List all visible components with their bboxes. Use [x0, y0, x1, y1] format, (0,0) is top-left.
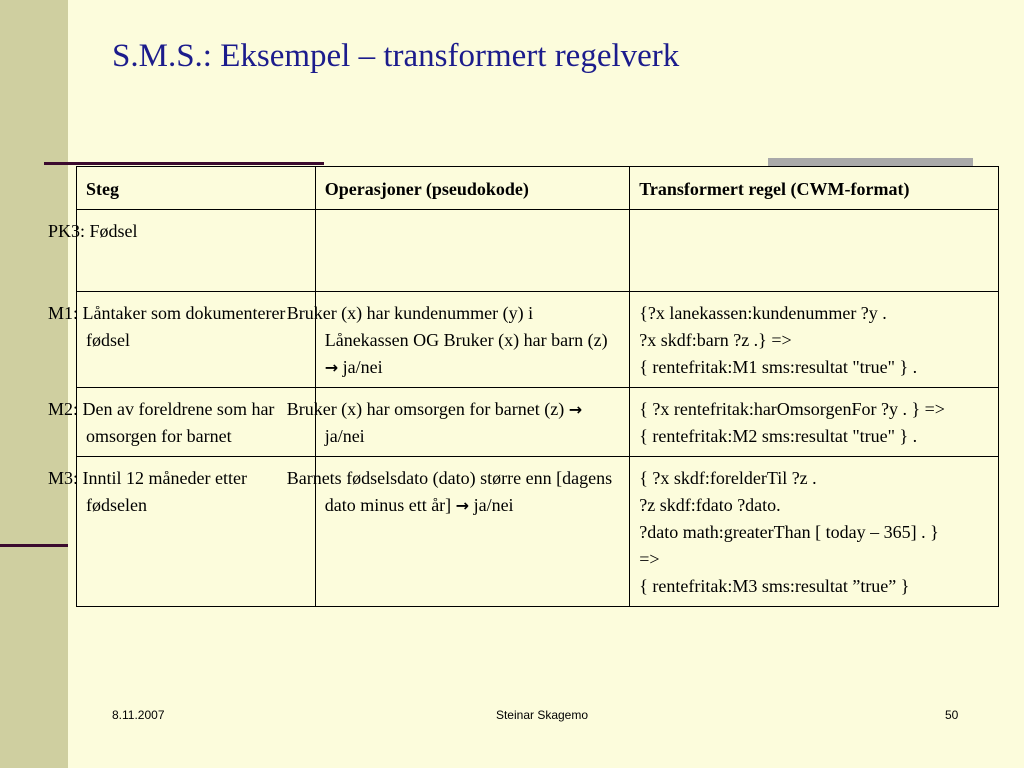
operasjoner-result: ja/nei: [324, 426, 365, 446]
cell-regel: [630, 457, 999, 607]
cell-regel: [630, 292, 999, 388]
top-divider-line: [44, 162, 324, 165]
regel-line: { rentefritak:M3 sms:resultat ”true” }: [639, 576, 910, 596]
slide-title: S.M.S.: Eksempel – transformert regelverk: [112, 38, 680, 74]
regel-line: ?z skdf:fdato ?dato.: [639, 495, 781, 515]
regel-line: { ?x skdf:forelderTil ?z .: [639, 468, 817, 488]
cell-operasjoner: [286, 457, 630, 607]
regel-line: =>: [639, 549, 660, 569]
footer-page-number: 50: [945, 708, 959, 722]
cell-steg: M3: Inntil 12 måneder etter fødselen: [77, 457, 316, 607]
table-row: [77, 457, 999, 607]
cell-steg: M2: Den av foreldrene som har omsorgen for barnet: [77, 388, 316, 457]
header-regel: Transformert regel (CWM-format): [630, 167, 999, 210]
header-steg: Steg: [77, 167, 316, 210]
cell-steg: M1: Låntaker som dokumenterer fødsel: [77, 292, 316, 388]
regel-line: { rentefritak:M2 sms:resultat "true" } .: [639, 426, 918, 446]
operasjoner-text: Bruker (x) har omsorgen for barnet (z): [286, 399, 565, 419]
rules-table: [48, 166, 999, 607]
operasjoner-text: Bruker (x) har kundenummer (y) i Lånekassen OG Bruker (x) har barn (z): [286, 303, 608, 350]
arrow-right-icon: →: [455, 496, 470, 515]
side-divider-line: [0, 544, 68, 547]
table-row: [77, 292, 999, 388]
cell-regel: [630, 210, 999, 292]
regel-line: {?x lanekassen:kundenummer ?y .: [639, 303, 887, 323]
operasjoner-result: ja/nei: [342, 357, 383, 377]
regel-line: ?x skdf:barn ?z .} =>: [639, 330, 792, 350]
cell-operasjoner: [286, 388, 630, 457]
arrow-right-icon: →: [324, 358, 339, 377]
cell-operasjoner: [286, 292, 630, 388]
footer-author: Steinar Skagemo: [495, 708, 589, 722]
sidebar-decoration: [0, 0, 68, 768]
arrow-right-icon: →: [568, 400, 583, 419]
table-header-row: [77, 167, 999, 210]
cell-steg: PK3: Fødsel: [77, 210, 316, 292]
regel-line: ?dato math:greaterThan [ today – 365] . }: [639, 522, 939, 542]
footer-date: 8.11.2007: [112, 708, 165, 722]
cell-operasjoner: [315, 210, 630, 292]
header-operasjoner: Operasjoner (pseudokode): [315, 167, 630, 210]
operasjoner-text: Barnets fødselsdato (dato) større enn [dagens dato minus ett år]: [286, 468, 613, 515]
regel-line: { rentefritak:M1 sms:resultat "true" } .: [639, 357, 918, 377]
regel-line: { ?x rentefritak:harOmsorgenFor ?y . } =>: [639, 399, 945, 419]
table-row: [77, 210, 999, 292]
operasjoner-result: ja/nei: [473, 495, 514, 515]
table-row: [77, 388, 999, 457]
cell-regel: [630, 388, 999, 457]
